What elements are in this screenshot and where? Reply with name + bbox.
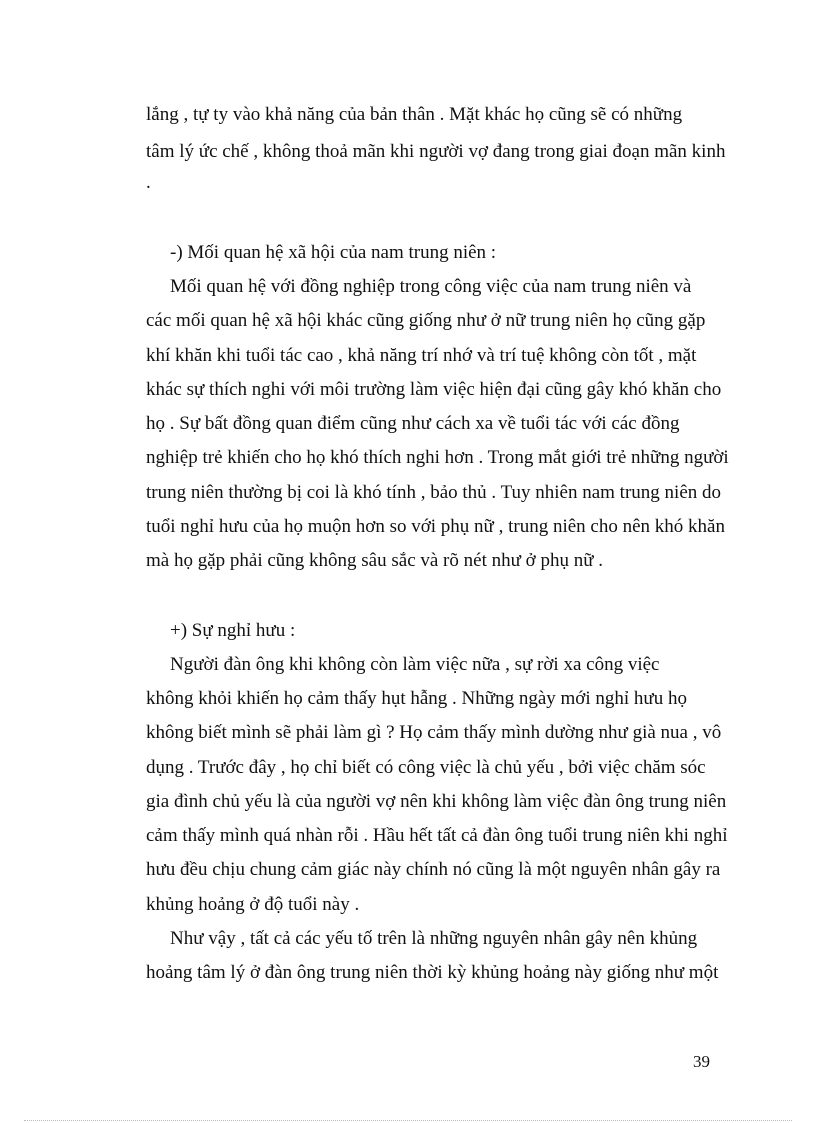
page-number: 39 [693, 1052, 710, 1071]
section-heading-retirement: +) Sự nghỉ hưu : [170, 620, 296, 641]
paragraph-line: khác sự thích nghi với môi trường làm việc hiện đại cũng gây khó khăn cho [146, 379, 722, 400]
paragraph-line: lắng , tự ty vào khả năng của bản thân . Mặt khác họ cũng sẽ có những [146, 104, 683, 125]
bottom-divider [24, 1120, 792, 1121]
paragraph-line: hưu đều chịu chung cảm giác này chính nó cũng là một nguyên nhân gây ra [146, 859, 721, 880]
paragraph-line: . [146, 172, 151, 193]
paragraph-line: họ . Sự bất đồng quan điểm cũng như cách xa về tuổi tác với các đồng [146, 413, 680, 434]
paragraph-line: không khỏi khiến họ cảm thấy hụt hẫng . Những ngày mới nghỉ hưu họ [146, 688, 687, 709]
paragraph-line: nghiệp trẻ khiến cho họ khó thích nghi hơn . Trong mắt giới trẻ những người [146, 447, 729, 468]
paragraph-line: tâm lý ức chế , không thoả mãn khi người vợ đang trong giai đoạn mãn kinh [146, 141, 726, 162]
paragraph-line: mà họ gặp phải cũng không sâu sắc và rõ nét như ở phụ nữ . [146, 550, 603, 571]
paragraph-line: khí khăn khi tuổi tác cao , khả năng trí nhớ và trí tuệ không còn tốt , mặt [146, 345, 697, 366]
paragraph-line: Mối quan hệ với đồng nghiệp trong công việc của nam trung niên và [170, 276, 692, 297]
section-heading-social: -) Mối quan hệ xã hội của nam trung niên : [170, 242, 497, 263]
paragraph-line: khủng hoảng ở độ tuổi này . [146, 894, 360, 915]
paragraph-line: trung niên thường bị coi là khó tính , bảo thủ . Tuy nhiên nam trung niên do [146, 482, 722, 503]
paragraph-line: tuổi nghỉ hưu của họ muộn hơn so với phụ nữ , trung niên cho nên khó khăn [146, 516, 725, 537]
paragraph-line: dụng . Trước đây , họ chỉ biết có công việc là chủ yếu , bởi việc chăm sóc [146, 757, 706, 778]
paragraph-line: các mối quan hệ xã hội khác cũng giống như ở nữ trung niên họ cũng gặp [146, 310, 706, 331]
paragraph-line: gia đình chủ yếu là của người vợ nên khi không làm việc đàn ông trung niên [146, 791, 727, 812]
paragraph-line: cảm thấy mình quá nhàn rỗi . Hầu hết tất cả đàn ông tuổi trung niên khi nghỉ [146, 825, 728, 846]
paragraph-line: không biết mình sẽ phải làm gì ? Họ cảm thấy mình dường như già nua , vô [146, 722, 722, 743]
paragraph-line: hoảng tâm lý ở đàn ông trung niên thời kỳ khủng hoảng này giống như một [146, 962, 719, 983]
paragraph-line: Người đàn ông khi không còn làm việc nữa , sự rời xa công việc [170, 654, 660, 675]
paragraph-line: Như vậy , tất cả các yếu tố trên là những nguyên nhân gây nên khủng [170, 928, 698, 949]
